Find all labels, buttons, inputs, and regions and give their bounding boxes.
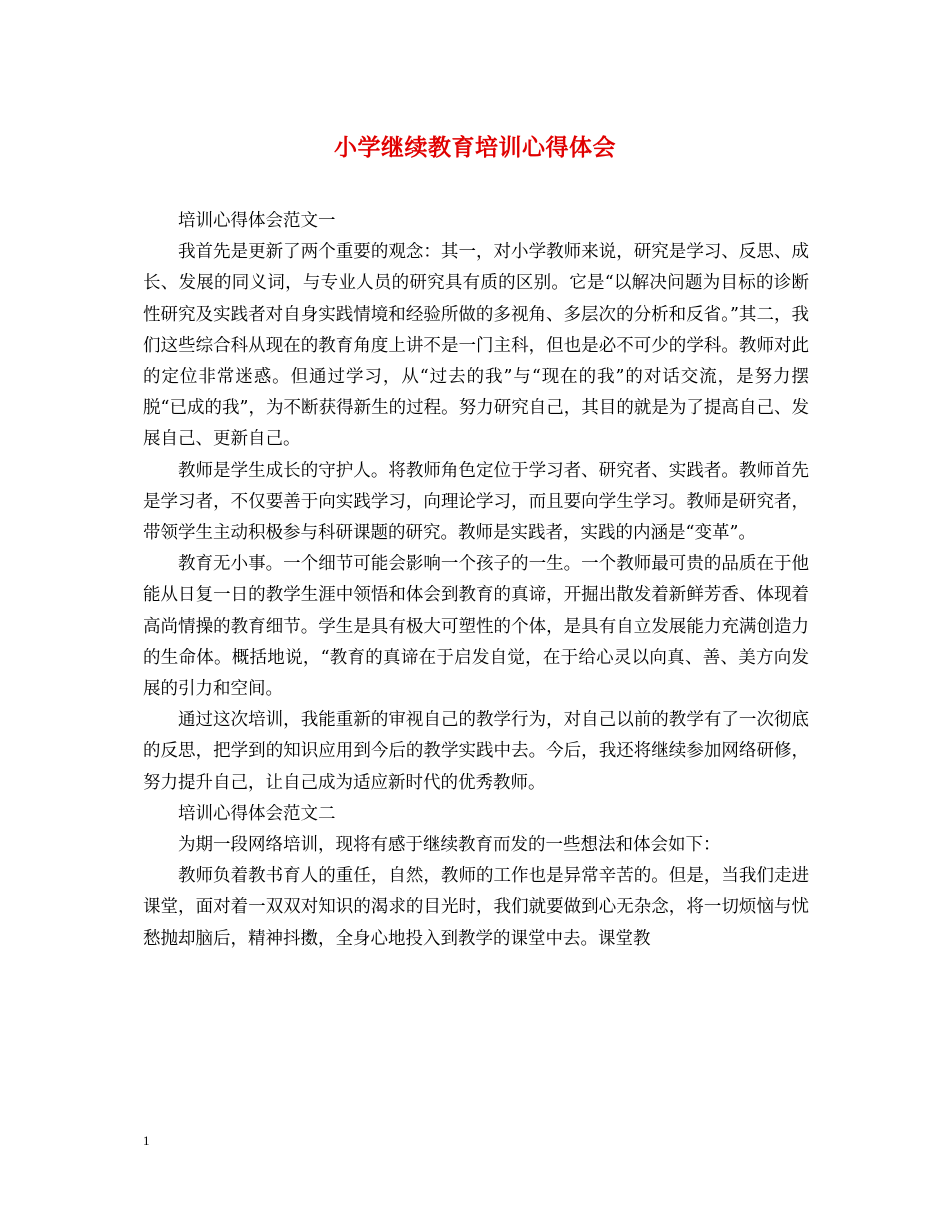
document-body bbox=[143, 206, 809, 955]
body-paragraph: 教育无小事。一个细节可能会影响一个孩子的一生。一个教师最可贵的品质在于他能从日复一日的教学生涯中领悟和体会到教育的真谛，开掘出散发着新鲜芳香、体现着高尚情操的教育细节。学生是具有极大可塑性的个体，是具有自立发展能力充满创造力的生命体。概括地说，“教育的真谛在于启发自觉，在于给心灵以向真、善、美方向发展的引力和空间。 bbox=[143, 554, 809, 700]
section-heading: 培训心得体会范文二 bbox=[178, 803, 336, 824]
body-paragraph: 通过这次培训，我能重新的审视自己的教学行为，对自己以前的教学有了一次彻底的反思，把学到的知识应用到今后的教学实践中去。今后，我还将继续参加网络研修，努力提升自己，让自己成为适应新时代的优秀教师。 bbox=[143, 710, 809, 793]
section-heading: 培训心得体会范文一 bbox=[178, 211, 336, 231]
body-paragraph: 我首先是更新了两个重要的观念：其一，对小学教师来说，研究是学习、反思、成长、发展的同义词，与专业人员的研究具有质的区别。它是“以解决问题为目标的诊断性研究及实践者对自身实践情境和经验所做的多视角、多层次的分析和反省。”其二，我们这些综合科从现在的教育角度上讲不是一门主科，但也是必不可少的学科。教师对此的定位非常迷惑。但通过学习，从“过去的我”与“现在的我”的对话交流，是努力摆脱“已成的我”，为不断获得新生的过程。努力研究自己，其目的就是为了提高自己、发展自己、更新自己。 bbox=[143, 242, 809, 450]
body-paragraph: 教师负着教书育人的重任，自然，教师的工作也是异常辛苦的。但是，当我们走进课堂，面对着一双双对知识的渴求的目光时，我们就要做到心无杂念，将一切烦恼与忧愁抛却脑后，精神抖擞，全身心地投入到教学的课堂中去。课堂教 bbox=[143, 866, 809, 949]
document-title: 小学继续教育培训心得体会 bbox=[334, 134, 616, 161]
body-paragraph: 教师是学生成长的守护人。将教师角色定位于学习者、研究者、实践者。教师首先是学习者，不仅要善于向实践学习，向理论学习，而且要向学生学习。教师是研究者，带领学生主动积极参与科研课题的研究。教师是实践者，实践的内涵是“变革”。 bbox=[143, 460, 809, 544]
page-number: 1 bbox=[143, 1133, 150, 1148]
body-paragraph: 为期一段网络培训，现将有感于继续教育而发的一些想法和体会如下： bbox=[178, 835, 721, 856]
